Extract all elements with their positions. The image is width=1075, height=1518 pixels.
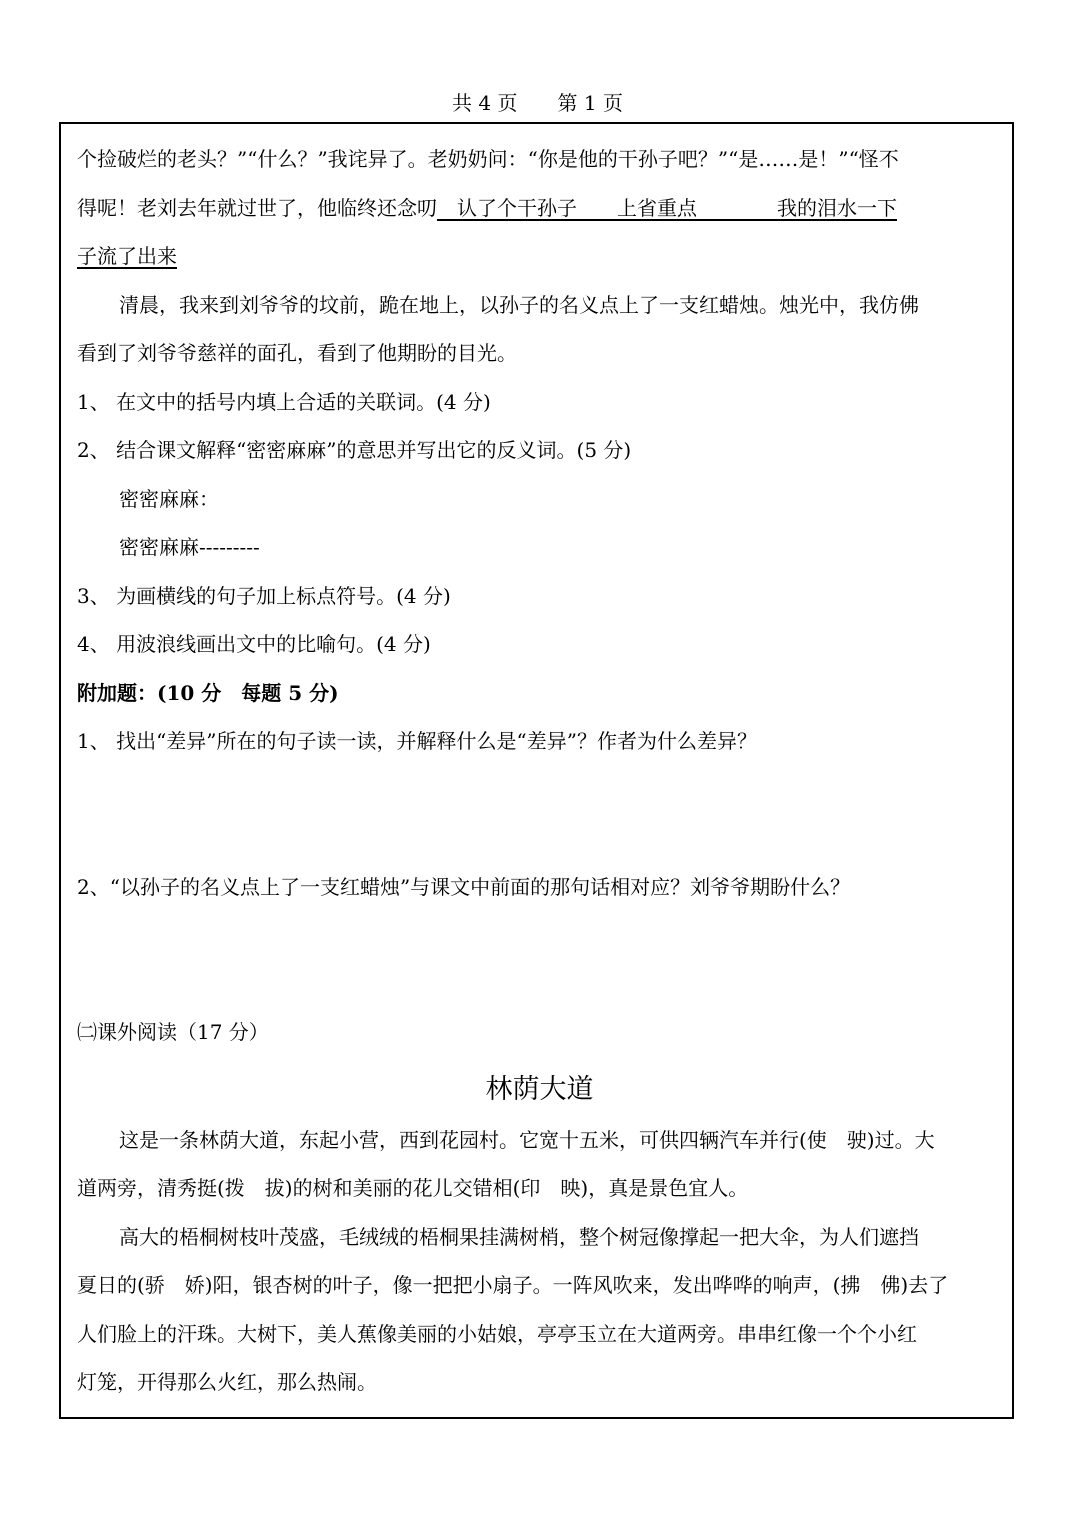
reading-line: 这是一条林荫大道，东起小营，西到花园村。它宽十五米，可供四辆汽车并行(使 驶)过。大 bbox=[119, 1127, 935, 1152]
question-2: 2、 结合课文解释“密密麻麻”的意思并写出它的反义词。(5 分) bbox=[77, 438, 632, 462]
total-pages: 共 4 页 bbox=[452, 91, 518, 115]
bonus-question-2: 2、“以孙子的名义点上了一支红蜡烛”与课文中前面的那句话相对应？刘爷爷期盼什么？ bbox=[77, 874, 851, 899]
page-frame bbox=[59, 122, 1014, 1419]
reading-line: 道两旁，清秀挺(拨 拔)的树和美丽的花儿交错相(印 映)，真是景色宜人。 bbox=[77, 1176, 749, 1200]
reading-line: 夏日的(骄 娇)阳，银杏树的叶子，像一把把小扇子。一阵风吹来，发出哗哗的响声，(拂 佛)去了 bbox=[77, 1273, 949, 1297]
reading-title: 林荫大道 bbox=[485, 1073, 594, 1105]
underlined-sentence-end: 子流了出来 bbox=[77, 244, 177, 268]
question-2-answer-a: 密密麻麻： bbox=[119, 486, 219, 511]
bonus-question-1: 1、 找出“差异”所在的句子读一读，并解释什么是“差异”？作者为什么差异？ bbox=[77, 729, 757, 753]
page-header bbox=[0, 88, 1075, 118]
document-content bbox=[77, 142, 1002, 1414]
passage-line bbox=[77, 239, 1002, 288]
question-4: 4、 用波浪线画出文中的比喻句。(4 分) bbox=[77, 632, 431, 656]
question-3: 3、 为画横线的句子加上标点符号。(4 分) bbox=[77, 583, 451, 608]
reading-line: 高大的梧桐树枝叶茂盛，毛绒绒的梧桐果挂满树梢，整个树冠像撑起一把大伞，为人们遮挡 bbox=[119, 1224, 919, 1249]
underlined-sentence: 认了个干孙子 上省重点 我的泪水一下 bbox=[437, 195, 897, 220]
reading-line: 灯笼，开得那么火红，那么热闹。 bbox=[77, 1370, 377, 1394]
passage-line: 清晨，我来到刘爷爷的坟前，跪在地上，以孙子的名义点上了一支红蜡烛。烛光中，我仿佛 bbox=[119, 292, 919, 317]
bonus-heading: 附加题：(10 分 每题 5 分) bbox=[77, 680, 339, 705]
question-2-answer-b: 密密麻麻--------- bbox=[119, 535, 260, 559]
answer-space bbox=[77, 918, 1002, 1015]
question-1: 1、 在文中的括号内填上合适的关联词。(4 分) bbox=[77, 389, 491, 414]
reading-line: 人们脸上的汗珠。大树下，美人蕉像美丽的小姑娘，亭亭玉立在大道两旁。串串红像一个个小红 bbox=[77, 1321, 917, 1346]
passage-line: 看到了刘爷爷慈祥的面孔，看到了他期盼的目光。 bbox=[77, 341, 517, 365]
answer-space bbox=[77, 773, 1002, 870]
page-number: 第 1 页 bbox=[557, 91, 623, 115]
passage-line: 个捡破烂的老头？”“什么？”我诧异了。老奶奶问：“你是他的干孙子吧？”“是……是！”“怪不 bbox=[77, 147, 899, 171]
reading-section-heading: ㈡课外阅读（17 分） bbox=[77, 1020, 269, 1044]
passage-line: 得呢！老刘去年就过世了，他临终还念叨 认了个干孙子 上省重点 我的泪水一下 bbox=[77, 195, 897, 220]
